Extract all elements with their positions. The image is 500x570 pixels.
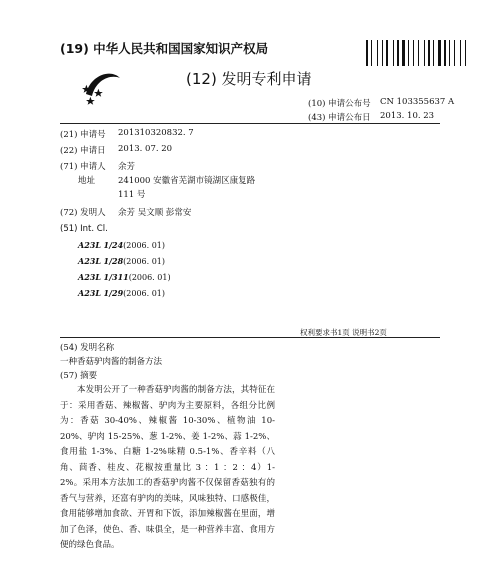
ipc-version: (2006. 01) [123, 241, 166, 250]
ipc-row [78, 240, 165, 250]
ipc-class: A23L [78, 288, 101, 298]
ipc-class: A23L [78, 272, 101, 282]
ipc-row [78, 272, 171, 282]
ipc-class: A23L [78, 240, 101, 250]
applicant-name: 余芳 [118, 162, 136, 172]
ipc-group: 1/311 [103, 272, 129, 282]
applicant-label: (71) 申请人 [60, 162, 106, 172]
filing-date: 2013. 07. 20 [118, 144, 173, 154]
ipc-version: (2006. 01) [123, 289, 166, 298]
app-no-label: (21) 申请号 [60, 130, 106, 140]
ipc-version: (2006. 01) [123, 257, 166, 266]
app-no: 201310320832. 7 [118, 128, 194, 138]
document-type: (12) 发明专利申请 [186, 70, 312, 88]
ipc-group: 1/29 [103, 288, 124, 298]
invention-title: 一种香菇驴肉酱的制备方法 [60, 357, 163, 367]
address-label: 地址 [78, 176, 96, 186]
pub-no-label: (10) 申请公布号 [308, 99, 371, 109]
header-divider [60, 123, 440, 124]
ipc-group: 1/28 [103, 256, 124, 266]
pub-date: 2013. 10. 23 [380, 111, 435, 121]
patent-office-header: (19) 中华人民共和国国家知识产权局 [60, 41, 269, 56]
pub-no: CN 103355637 A [380, 97, 455, 107]
abstract-text: 本发明公开了一种香菇驴肉酱的制备方法，其特征在于：采用香菇、辣椒酱、驴肉为主要原料，各组分比例为：香菇 30-40%、辣椒酱 10-30%、植物油 10-20%、驴肉 15-25%、葱 1-2%、姜 1-2%、蒜 1-2%、食用盐 1-3%、白糖 1-2%味精 0.5-1%、香辛料（八角、茴香、桂皮、花椒按重量比 3 ：1 ：2 ：4）1-2%。采用本方法加工的香菇驴肉酱不仅保留香菇独有的香气与营养，还富有驴肉的美味，风味独特、口感极佳，食用能够增加食欲、开胃和下饭，添加辣椒酱在里面，增加了色泽，使色、香、味俱全，是一种营养丰富、食用方便的绿色食品。 [60, 385, 275, 550]
sipo-logo-icon [80, 64, 124, 108]
ipc-row [78, 288, 165, 298]
ipc-version: (2006. 01) [128, 273, 171, 282]
ipc-group: 1/24 [103, 240, 124, 250]
abstract-label: (57) 摘要 [60, 371, 98, 381]
ipc-row [78, 256, 165, 266]
filing-date-label: (22) 申请日 [60, 146, 106, 156]
claims-page-count: 权利要求书1页 说明书2页 [300, 328, 387, 337]
barcode [366, 40, 474, 66]
ipc-class: A23L [78, 256, 101, 266]
address-line1: 241000 安徽省芜湖市镜湖区康复路 [118, 176, 256, 186]
title-label: (54) 发明名称 [60, 343, 115, 353]
pub-date-label: (43) 申请公布日 [308, 113, 371, 123]
address-line2: 111 号 [118, 190, 146, 200]
ipc-label: (51) Int. Cl. [60, 224, 108, 234]
inventor-names: 余芳 吴文顺 彭常安 [118, 208, 192, 218]
abstract-divider [60, 337, 440, 338]
inventors-label: (72) 发明人 [60, 208, 106, 218]
